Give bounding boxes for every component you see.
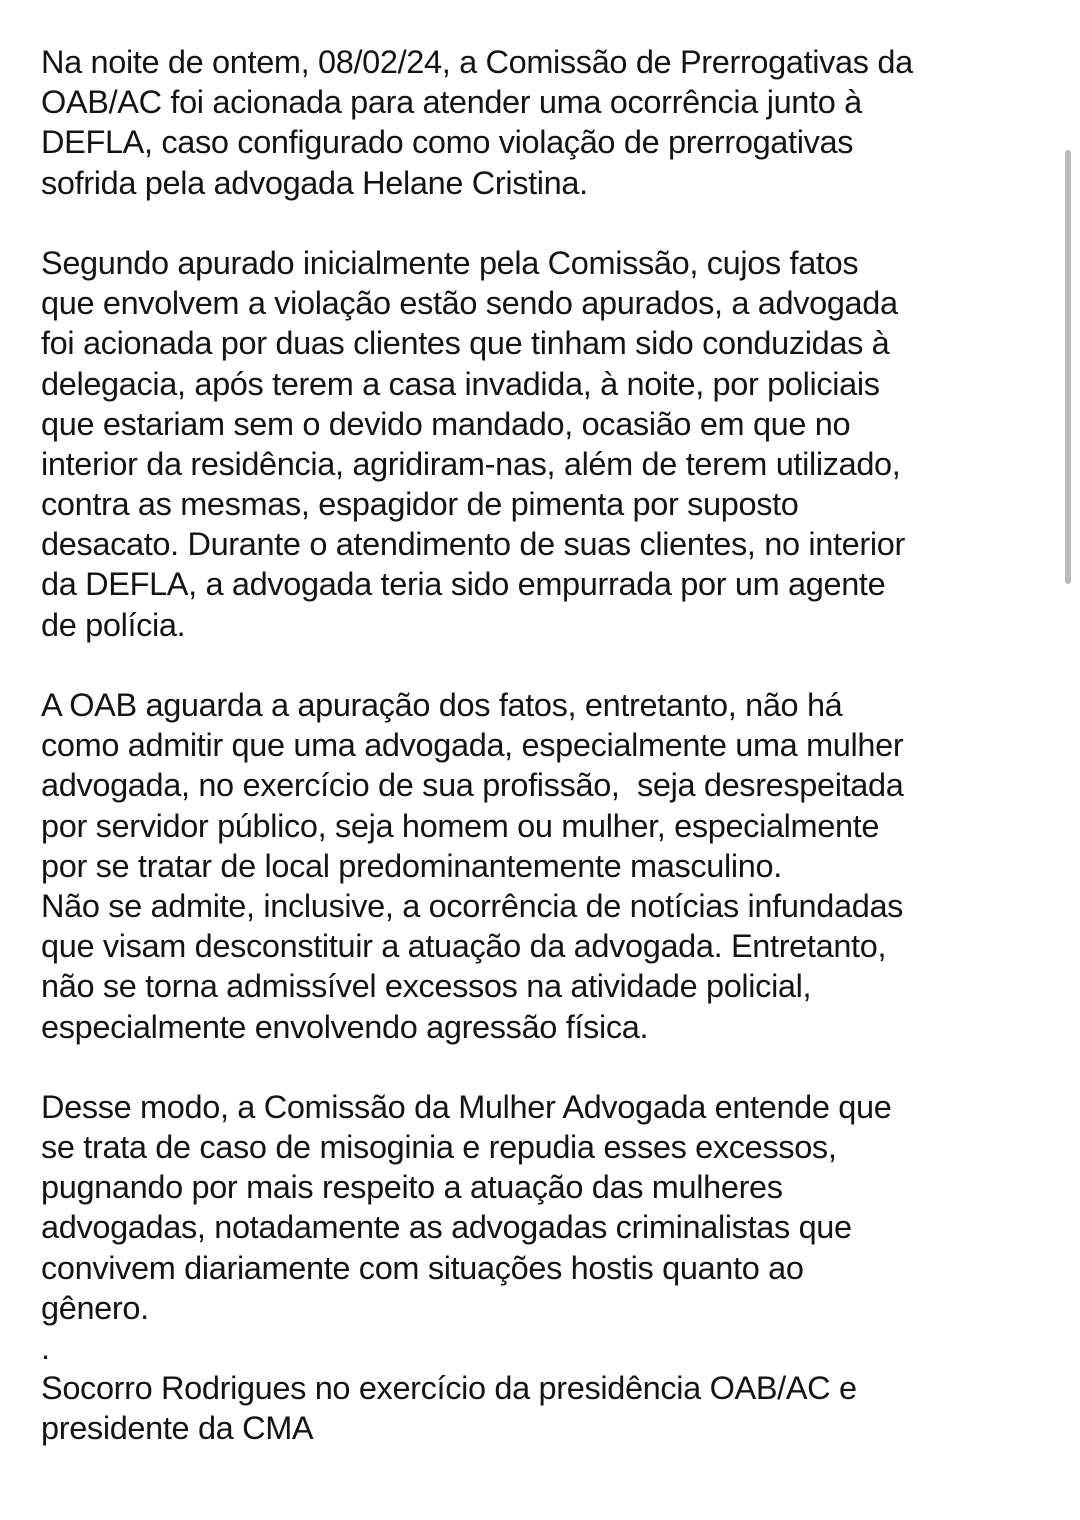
text-line: se trata de caso de misoginia e repudia esses excessos, <box>41 1129 837 1166</box>
paragraph-spacer <box>41 1047 1041 1087</box>
text-line: advogadas, notadamente as advogadas criminalistas que <box>41 1209 852 1246</box>
text-line: da DEFLA, a advogada teria sido empurrada por um agente <box>41 566 886 603</box>
text-line: interior da residência, agridiram-nas, além de terem utilizado, <box>41 445 901 482</box>
vertical-scrollbar[interactable] <box>1062 146 1074 588</box>
text-line: pugnando por mais respeito a atuação das mulheres <box>41 1169 783 1206</box>
text-line: por se tratar de local predominantemente masculino. <box>41 847 782 884</box>
signature-title: presidente da CMA <box>41 1410 314 1447</box>
text-line: convivem diariamente com situações hostis quanto ao <box>41 1249 804 1286</box>
text-line: foi acionada por duas clientes que tinham sido conduzidas à <box>41 325 890 362</box>
text-line: Não se admite, inclusive, a ocorrência de notícias infundadas <box>41 887 904 924</box>
paragraph-facts <box>41 243 1041 645</box>
text-line: que estariam sem o devido mandado, ocasião em que no <box>41 405 851 442</box>
text-line: delegacia, após terem a casa invadida, à noite, por policiais <box>41 365 880 402</box>
text-line: advogada, no exercício de sua profissão, seja desrespeitada <box>41 767 904 804</box>
text-line: por servidor público, seja homem ou mulher, especialmente <box>41 807 880 844</box>
paragraph-oab-position <box>41 685 1041 1047</box>
document-body <box>41 42 1041 1449</box>
text-line: DEFLA, caso configurado como violação de prerrogativas <box>41 124 854 161</box>
text-line: A OAB aguarda a apuração dos fatos, entretanto, não há <box>41 687 843 723</box>
text-line: Segundo apurado inicialmente pela Comissão, cujos fatos <box>41 244 859 281</box>
text-line: desacato. Durante o atendimento de suas clientes, no interior <box>41 526 905 563</box>
paragraph-intro <box>41 42 1041 203</box>
text-line: como admitir que uma advogada, especialmente uma mulher <box>41 727 904 764</box>
text-line: Na noite de ontem, 08/02/24, a Comissão de Prerrogativas da <box>41 44 913 80</box>
text-line: não se torna admissível excessos na atividade policial, <box>41 968 812 1005</box>
text-line: sofrida pela advogada Helane Cristina. <box>41 164 588 201</box>
text-line: gênero. <box>41 1289 149 1326</box>
signature-block <box>41 1328 1041 1449</box>
signature-line: Socorro Rodrigues no exercício da presidência OAB/AC e <box>41 1370 857 1407</box>
text-line: que envolvem a violação estão sendo apurados, a advogada <box>41 285 898 322</box>
text-line: contra as mesmas, espagidor de pimenta por suposto <box>41 486 799 523</box>
text-line: que visam desconstituir a atuação da advogada. Entretanto, <box>41 928 887 965</box>
separator-dot: . <box>41 1330 50 1366</box>
scrollbar-thumb[interactable] <box>1065 150 1071 584</box>
text-line: Desse modo, a Comissão da Mulher Advogada entende que <box>41 1088 892 1125</box>
paragraph-spacer <box>41 203 1041 243</box>
paragraph-spacer <box>41 645 1041 685</box>
text-line: OAB/AC foi acionada para atender uma ocorrência junto à <box>41 84 862 121</box>
text-line: especialmente envolvendo agressão física. <box>41 1008 649 1045</box>
text-line: de polícia. <box>41 606 186 643</box>
paragraph-cma-statement <box>41 1087 1041 1328</box>
